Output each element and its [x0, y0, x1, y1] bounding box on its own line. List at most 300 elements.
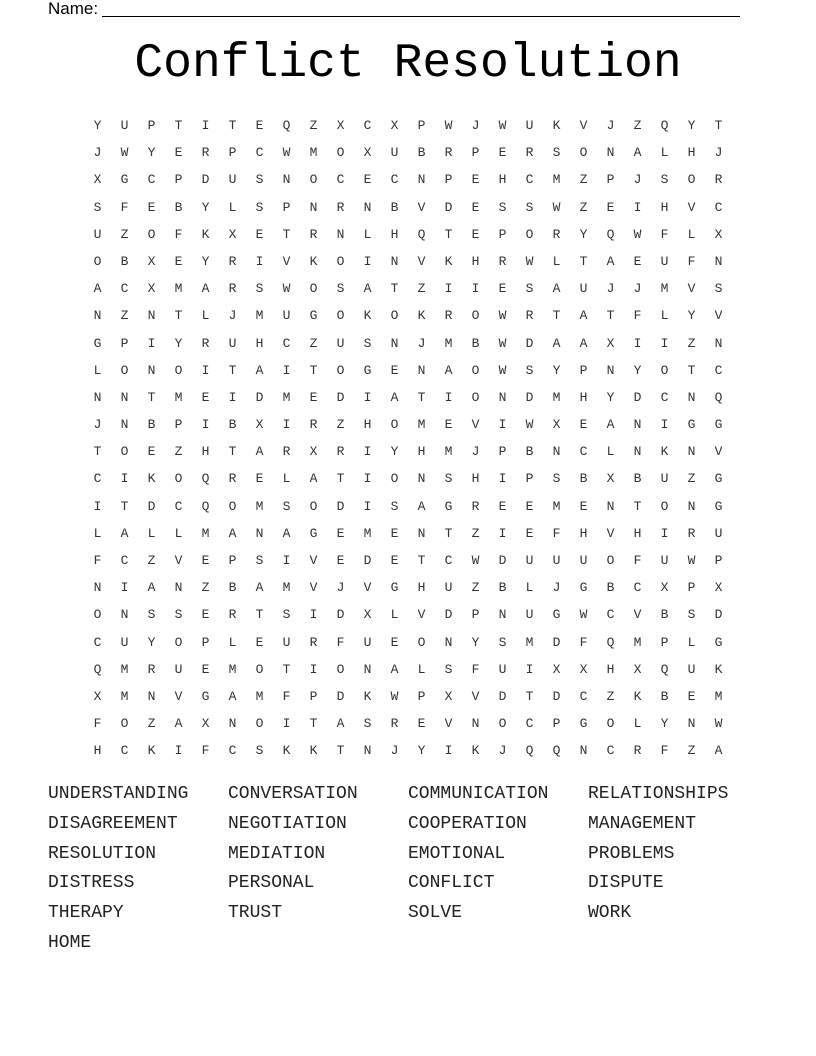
grid-letter: J — [606, 281, 615, 297]
grid-letter: Q — [552, 743, 561, 759]
grid-letter: Z — [606, 688, 615, 704]
grid-letter: O — [660, 362, 669, 378]
grid-letter: D — [363, 553, 372, 568]
grid-letter: T — [444, 525, 453, 541]
grid-letter: T — [228, 362, 237, 378]
grid-letter: G — [201, 688, 210, 704]
grid-letter: I — [363, 253, 372, 269]
grid-letter: X — [660, 580, 669, 596]
grid-letter: K — [444, 253, 453, 269]
grid-letter: N — [120, 417, 129, 433]
grid-letter: I — [498, 471, 507, 487]
grid-letter: U — [660, 471, 669, 487]
grid-letter: D — [336, 389, 345, 405]
grid-letter: I — [282, 417, 291, 433]
grid-letter: C — [714, 362, 723, 378]
grid-letter: N — [93, 389, 102, 405]
grid-letter: X — [336, 118, 345, 133]
word-list-item: DISAGREEMENT — [48, 813, 178, 834]
grid-letter: V — [687, 199, 696, 215]
grid-letter: Z — [471, 525, 480, 541]
grid-letter: W — [471, 553, 480, 568]
grid-letter: H — [201, 444, 210, 460]
grid-letter: T — [93, 444, 102, 460]
grid-letter: T — [336, 743, 345, 759]
grid-letter: E — [201, 389, 210, 405]
word-list-item: HOME — [48, 932, 92, 953]
grid-letter: E — [255, 226, 264, 242]
grid-letter: L — [660, 145, 669, 161]
grid-letter: D — [633, 389, 642, 405]
grid-letter: N — [606, 145, 615, 161]
grid-letter: T — [147, 389, 156, 405]
grid-letter: C — [444, 553, 453, 568]
grid-row — [84, 223, 732, 250]
word-list-item: PERSONAL — [228, 873, 315, 894]
grid-letter: Y — [471, 634, 480, 650]
grid-letter: S — [660, 172, 669, 188]
grid-letter: T — [174, 118, 183, 133]
grid-letter: A — [606, 417, 615, 433]
grid-letter: T — [309, 362, 318, 378]
grid-letter: C — [633, 580, 642, 596]
grid-letter: M — [309, 145, 318, 161]
grid-letter: T — [282, 661, 291, 677]
grid-letter: W — [525, 253, 534, 269]
grid-letter: I — [255, 253, 264, 269]
grid-letter: T — [606, 308, 615, 324]
grid-row — [84, 549, 732, 576]
grid-letter: X — [255, 417, 264, 433]
grid-letter: E — [174, 253, 183, 269]
grid-letter: L — [174, 525, 183, 541]
grid-letter: B — [525, 444, 534, 460]
grid-letter: F — [552, 525, 561, 541]
grid-letter: N — [390, 335, 399, 351]
grid-letter: U — [579, 553, 588, 568]
grid-letter: I — [660, 335, 669, 351]
grid-letter: D — [552, 634, 561, 650]
grid-letter: U — [228, 335, 237, 351]
grid-letter: E — [687, 688, 696, 704]
grid-letter: N — [714, 335, 723, 351]
grid-letter: O — [660, 498, 669, 514]
puzzle-title: Conflict Resolution — [134, 37, 682, 91]
grid-letter: A — [309, 471, 318, 487]
grid-letter: M — [282, 389, 291, 405]
grid-letter: H — [363, 417, 372, 433]
grid-letter: V — [471, 688, 480, 704]
grid-letter: P — [417, 118, 426, 133]
grid-letter: K — [147, 471, 156, 487]
grid-letter: W — [552, 199, 561, 215]
grid-letter: P — [174, 172, 183, 188]
grid-letter: M — [228, 661, 237, 677]
grid-letter: S — [525, 281, 534, 297]
grid-letter: O — [390, 417, 399, 433]
grid-letter: O — [255, 716, 264, 732]
grid-letter: U — [498, 661, 507, 677]
grid-letter: L — [687, 634, 696, 650]
grid-letter: H — [471, 471, 480, 487]
grid-letter: N — [120, 389, 129, 405]
word-list-item: COMMUNICATION — [408, 784, 549, 804]
word-list-row — [48, 901, 768, 931]
grid-letter: R — [228, 281, 237, 297]
grid-letter: I — [120, 471, 129, 487]
grid-letter: Z — [120, 226, 129, 242]
grid-letter: K — [147, 743, 156, 759]
grid-letter: E — [174, 145, 183, 161]
grid-row — [84, 603, 732, 630]
grid-letter: Z — [309, 118, 318, 133]
grid-letter: R — [228, 253, 237, 269]
grid-letter: R — [201, 335, 210, 351]
grid-letter: K — [282, 743, 291, 759]
grid-letter: I — [633, 199, 642, 215]
grid-row — [84, 386, 732, 413]
grid-letter: G — [93, 335, 102, 351]
grid-letter: P — [552, 716, 561, 732]
grid-letter: L — [228, 199, 237, 215]
grid-letter: B — [579, 471, 588, 487]
grid-letter: A — [147, 580, 156, 596]
grid-letter: J — [471, 118, 480, 133]
grid-letter: P — [471, 607, 480, 623]
grid-letter: E — [579, 417, 588, 433]
grid-row — [84, 658, 732, 685]
grid-letter: P — [228, 553, 237, 568]
grid-letter: I — [363, 471, 372, 487]
grid-letter: S — [714, 281, 723, 297]
grid-letter: I — [660, 525, 669, 541]
grid-letter: O — [336, 145, 345, 161]
grid-letter: P — [201, 634, 210, 650]
grid-letter: V — [687, 281, 696, 297]
grid-letter: H — [471, 253, 480, 269]
grid-letter: N — [417, 525, 426, 541]
grid-letter: P — [498, 226, 507, 242]
grid-letter: B — [606, 580, 615, 596]
grid-letter: T — [579, 253, 588, 269]
grid-letter: U — [525, 118, 534, 133]
word-list-row — [48, 871, 768, 901]
grid-letter: W — [498, 335, 507, 351]
grid-letter: U — [687, 661, 696, 677]
grid-letter: I — [147, 335, 156, 351]
grid-letter: V — [309, 553, 318, 568]
grid-letter: X — [552, 661, 561, 677]
grid-letter: P — [525, 471, 534, 487]
grid-letter: E — [417, 716, 426, 732]
grid-letter: E — [390, 525, 399, 541]
grid-letter: Z — [687, 743, 696, 759]
grid-row — [84, 277, 732, 304]
grid-letter: O — [336, 308, 345, 324]
grid-letter: E — [255, 634, 264, 650]
grid-letter: S — [525, 199, 534, 215]
grid-letter: O — [390, 308, 399, 324]
grid-letter: S — [498, 199, 507, 215]
grid-letter: V — [606, 525, 615, 541]
grid-letter: I — [633, 335, 642, 351]
word-list-item: RELATIONSHIPS — [588, 784, 729, 804]
grid-letter: M — [282, 580, 291, 596]
grid-letter: R — [525, 145, 534, 161]
grid-letter: I — [444, 743, 453, 759]
grid-letter: S — [552, 145, 561, 161]
grid-letter: T — [687, 362, 696, 378]
word-list-item: MEDIATION — [228, 843, 326, 864]
grid-letter: N — [147, 362, 156, 378]
grid-letter: U — [390, 145, 399, 161]
grid-letter: A — [633, 145, 642, 161]
grid-letter: P — [309, 688, 318, 704]
grid-letter: M — [552, 389, 561, 405]
word-list-item: SOLVE — [408, 903, 463, 924]
grid-letter: F — [660, 226, 669, 242]
grid-letter: R — [390, 716, 399, 732]
grid-letter: T — [525, 688, 534, 704]
grid-letter: O — [228, 498, 237, 514]
grid-letter: G — [552, 607, 561, 623]
grid-letter: E — [471, 199, 480, 215]
grid-letter: O — [309, 498, 318, 514]
grid-letter: S — [255, 553, 264, 568]
grid-letter: R — [282, 444, 291, 460]
grid-letter: L — [687, 226, 696, 242]
grid-letter: Q — [93, 661, 102, 677]
grid-letter: R — [525, 308, 534, 324]
grid-letter: B — [120, 253, 129, 269]
grid-letter: J — [606, 118, 615, 133]
grid-letter: C — [606, 743, 615, 759]
grid-letter: N — [309, 199, 318, 215]
grid-letter: R — [633, 743, 642, 759]
grid-letter: S — [444, 661, 453, 677]
grid-letter: A — [282, 525, 291, 541]
grid-letter: V — [714, 444, 723, 460]
grid-letter: A — [444, 362, 453, 378]
grid-letter: B — [471, 335, 480, 351]
grid-letter: E — [579, 498, 588, 514]
grid-letter: W — [120, 145, 129, 161]
grid-letter: N — [687, 389, 696, 405]
word-list-item: THERAPY — [48, 903, 124, 924]
grid-letter: C — [120, 553, 129, 568]
grid-letter: E — [147, 199, 156, 215]
grid-letter: F — [201, 743, 210, 759]
grid-letter: B — [147, 417, 156, 433]
grid-letter: I — [120, 580, 129, 596]
grid-letter: O — [174, 362, 183, 378]
grid-letter: P — [120, 335, 129, 351]
grid-letter: V — [417, 607, 426, 623]
grid-letter: N — [687, 498, 696, 514]
grid-letter: T — [417, 553, 426, 568]
grid-letter: U — [363, 634, 372, 650]
grid-letter: Q — [714, 389, 723, 405]
grid-letter: R — [309, 226, 318, 242]
grid-letter: H — [390, 226, 399, 242]
grid-letter: T — [255, 607, 264, 623]
grid-letter: O — [687, 172, 696, 188]
grid-letter: J — [228, 308, 237, 324]
grid-letter: P — [228, 145, 237, 161]
grid-letter: W — [498, 118, 507, 133]
grid-letter: M — [714, 688, 723, 704]
grid-letter: P — [606, 172, 615, 188]
grid-letter: C — [525, 172, 534, 188]
grid-letter: N — [174, 580, 183, 596]
grid-letter: O — [120, 716, 129, 732]
grid-letter: B — [660, 688, 669, 704]
grid-letter: Z — [471, 580, 480, 596]
word-list-row — [48, 812, 768, 842]
word-list-item: UNDERSTANDING — [48, 784, 189, 804]
grid-letter: C — [660, 389, 669, 405]
grid-row — [84, 413, 732, 440]
grid-letter: E — [444, 417, 453, 433]
grid-letter: D — [336, 688, 345, 704]
grid-letter: P — [714, 553, 723, 568]
name-field — [48, 0, 748, 20]
grid-letter: B — [174, 199, 183, 215]
grid-letter: Q — [282, 118, 291, 133]
grid-letter: S — [687, 607, 696, 623]
grid-letter: N — [93, 308, 102, 324]
grid-letter: X — [714, 580, 723, 596]
grid-letter: F — [120, 199, 129, 215]
grid-letter: W — [282, 145, 291, 161]
grid-letter: P — [687, 580, 696, 596]
grid-letter: R — [147, 661, 156, 677]
grid-letter: U — [336, 335, 345, 351]
grid-letter: T — [417, 389, 426, 405]
grid-letter: K — [309, 743, 318, 759]
grid-letter: U — [552, 553, 561, 568]
grid-letter: W — [714, 716, 723, 732]
grid-letter: D — [336, 607, 345, 623]
grid-letter: I — [309, 661, 318, 677]
grid-letter: O — [525, 226, 534, 242]
grid-letter: X — [363, 145, 372, 161]
grid-letter: G — [579, 580, 588, 596]
grid-letter: R — [687, 525, 696, 541]
grid-letter: X — [147, 253, 156, 269]
grid-letter: I — [525, 661, 534, 677]
grid-letter: D — [498, 688, 507, 704]
grid-letter: L — [228, 634, 237, 650]
grid-letter: R — [498, 253, 507, 269]
grid-letter: L — [552, 253, 561, 269]
grid-letter: C — [120, 743, 129, 759]
grid-letter: A — [174, 716, 183, 732]
grid-row — [84, 522, 732, 549]
word-list — [48, 782, 768, 961]
grid-letter: O — [471, 362, 480, 378]
grid-letter: E — [498, 145, 507, 161]
grid-letter: O — [606, 553, 615, 568]
grid-letter: Q — [417, 226, 426, 242]
grid-letter: G — [714, 498, 723, 514]
grid-letter: I — [471, 281, 480, 297]
grid-letter: G — [444, 498, 453, 514]
grid-letter: J — [552, 580, 561, 596]
grid-letter: G — [309, 308, 318, 324]
grid-row — [84, 196, 732, 223]
grid-letter: U — [120, 118, 129, 133]
grid-letter: Z — [687, 335, 696, 351]
grid-letter: S — [282, 607, 291, 623]
grid-letter: O — [120, 444, 129, 460]
grid-letter: Z — [174, 444, 183, 460]
grid-letter: J — [714, 145, 723, 161]
grid-letter: X — [147, 281, 156, 297]
grid-row — [84, 495, 732, 522]
grid-letter: T — [282, 226, 291, 242]
grid-letter: T — [120, 498, 129, 514]
grid-letter: F — [633, 308, 642, 324]
grid-letter: C — [255, 145, 264, 161]
grid-letter: X — [606, 471, 615, 487]
grid-letter: A — [228, 688, 237, 704]
grid-letter: N — [417, 471, 426, 487]
word-list-item: TRUST — [228, 903, 283, 924]
grid-letter: I — [201, 118, 210, 133]
grid-letter: S — [255, 199, 264, 215]
grid-letter: K — [417, 308, 426, 324]
grid-letter: A — [390, 389, 399, 405]
grid-letter: Y — [552, 362, 561, 378]
grid-letter: Y — [201, 199, 210, 215]
grid-letter: V — [714, 308, 723, 324]
grid-letter: N — [606, 498, 615, 514]
grid-letter: S — [282, 498, 291, 514]
grid-letter: C — [390, 172, 399, 188]
grid-letter: X — [93, 172, 102, 188]
grid-letter: Y — [147, 145, 156, 161]
grid-letter: S — [255, 172, 264, 188]
grid-letter: N — [687, 444, 696, 460]
grid-letter: A — [201, 281, 210, 297]
grid-letter: N — [552, 444, 561, 460]
grid-letter: E — [201, 661, 210, 677]
grid-letter: L — [633, 716, 642, 732]
grid-letter: C — [147, 172, 156, 188]
grid-letter: O — [120, 362, 129, 378]
grid-letter: G — [714, 634, 723, 650]
grid-letter: F — [174, 226, 183, 242]
grid-letter: N — [498, 389, 507, 405]
grid-letter: H — [633, 525, 642, 541]
grid-letter: X — [390, 118, 399, 133]
grid-letter: J — [498, 743, 507, 759]
grid-letter: O — [579, 145, 588, 161]
word-list-item: PROBLEMS — [588, 843, 675, 864]
grid-row — [84, 739, 732, 766]
grid-letter: M — [255, 688, 264, 704]
grid-letter: E — [147, 444, 156, 460]
word-list-item: CONFLICT — [408, 873, 495, 894]
grid-letter: I — [228, 389, 237, 405]
grid-letter: O — [147, 226, 156, 242]
grid-letter: V — [417, 199, 426, 215]
grid-letter: L — [660, 308, 669, 324]
grid-letter: Q — [201, 498, 210, 514]
grid-letter: F — [660, 743, 669, 759]
grid-letter: A — [120, 525, 129, 541]
